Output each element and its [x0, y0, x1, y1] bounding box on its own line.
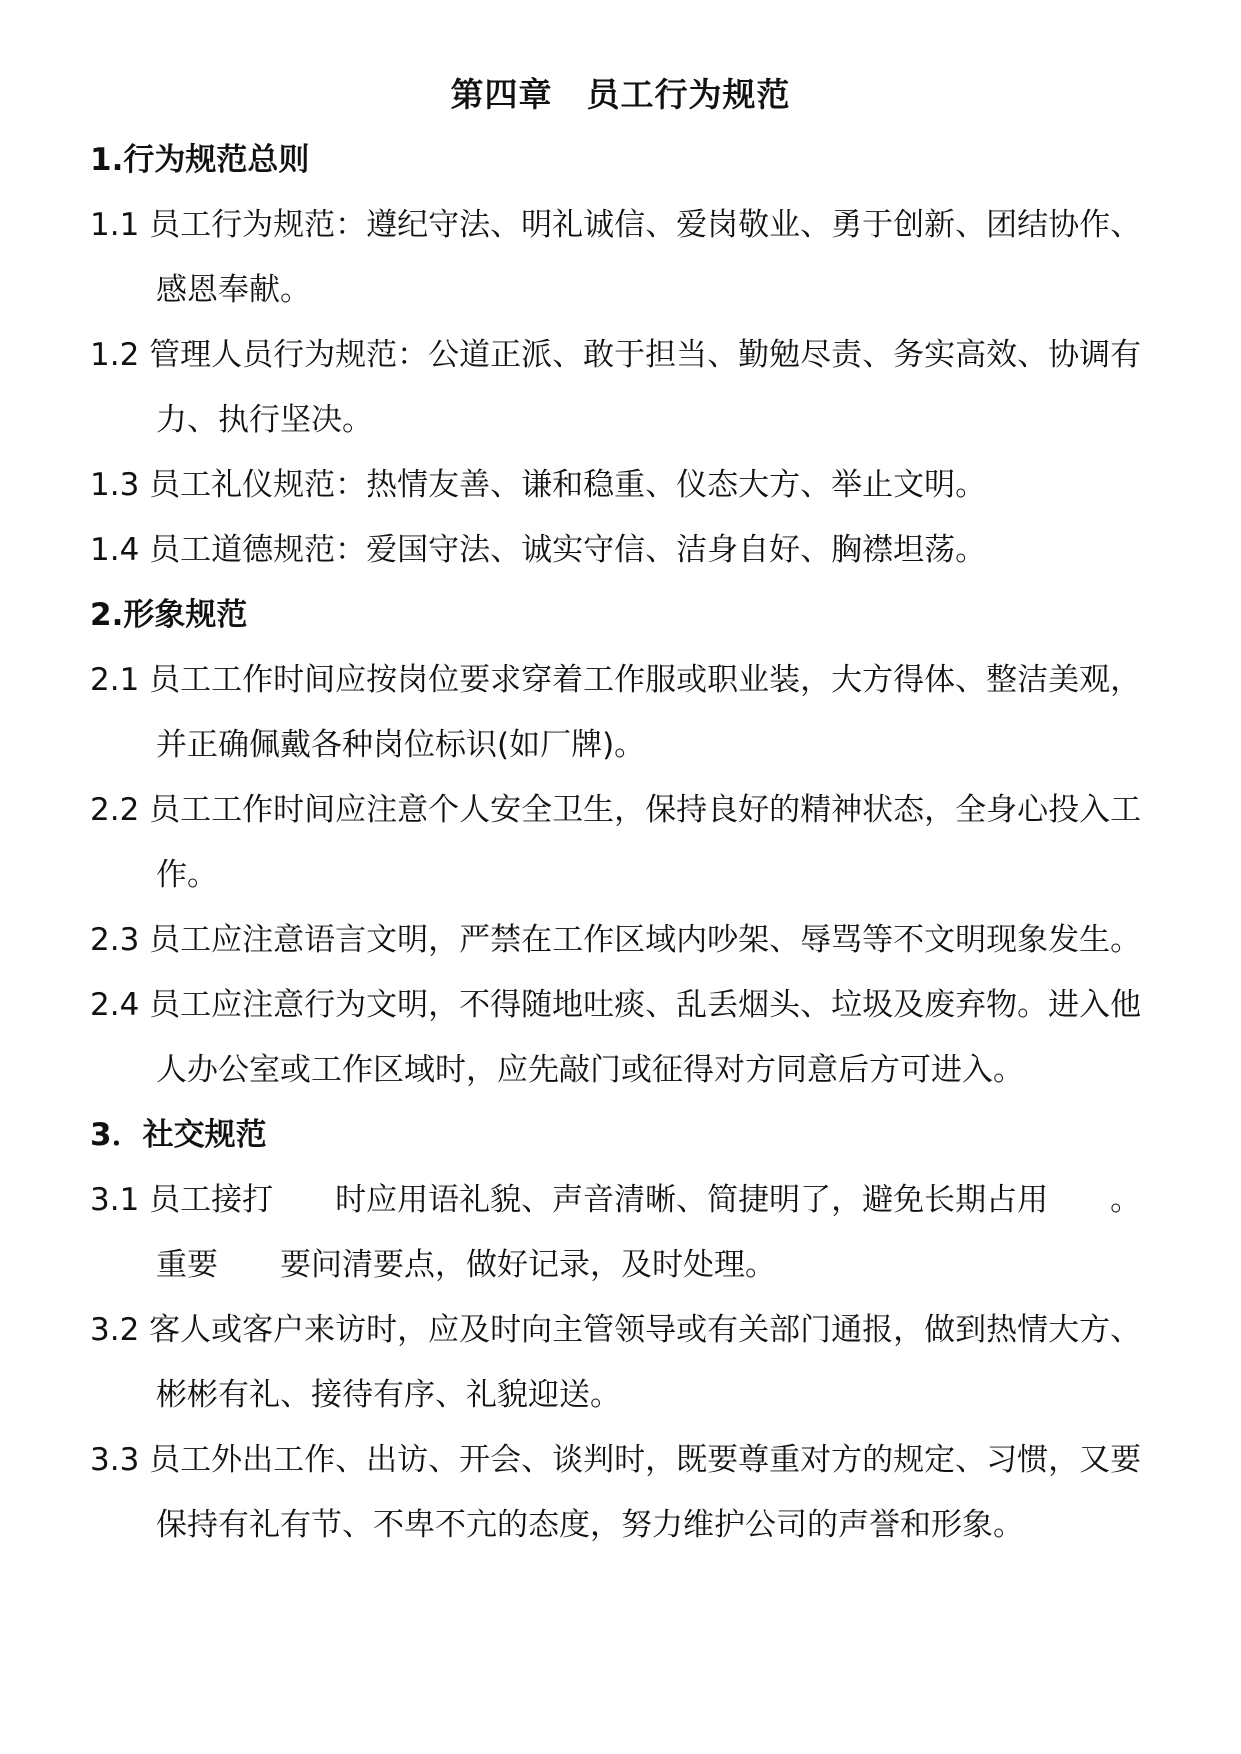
- section-heading-2: 2.形象规范: [90, 597, 248, 633]
- section-heading-3: 3．社交规范: [90, 1117, 267, 1153]
- list-item-2-2: [90, 778, 1151, 908]
- item-text: 员工礼仪规范：热情友善、谦和稳重、仪态大方、举止文明。: [149, 467, 987, 503]
- item-number: 2.2: [90, 792, 140, 828]
- list-item-1-3: [90, 453, 1151, 518]
- list-item-2-4: [90, 973, 1151, 1103]
- item-number: 1.3: [90, 467, 140, 503]
- list-item-3-3: [90, 1428, 1151, 1558]
- item-text: 员工工作时间应按岗位要求穿着工作服或职业装，大方得体、整洁美观，并正确佩戴各种岗位标识(如厂牌)。: [149, 662, 1142, 763]
- item-text: 员工外出工作、出访、开会、谈判时，既要尊重对方的规定、习惯，又要保持有礼有节、不卑不亢的态度，努力维护公司的声誉和形象。: [149, 1442, 1142, 1543]
- item-number: 3.3: [90, 1442, 140, 1478]
- list-item-2-3: [90, 908, 1151, 973]
- item-number: 1.2: [90, 337, 140, 373]
- item-text: 员工接打 时应用语礼貌、声音清晰、简捷明了，避免长期占用 。重要 要问清要点，做好记录，及时处理。: [149, 1182, 1142, 1283]
- item-number: 1.1: [90, 207, 140, 243]
- item-text: 员工工作时间应注意个人安全卫生，保持良好的精神状态，全身心投入工作。: [149, 792, 1142, 893]
- item-number: 3.1: [90, 1182, 140, 1218]
- list-item-2-1: [90, 648, 1151, 778]
- item-text: 员工应注意语言文明，严禁在工作区域内吵架、辱骂等不文明现象发生。: [149, 922, 1142, 958]
- list-item-3-1: [90, 1168, 1151, 1298]
- item-number: 2.1: [90, 662, 140, 698]
- item-text: 员工道德规范：爱国守法、诚实守信、洁身自好、胸襟坦荡。: [149, 532, 987, 568]
- item-text: 员工行为规范：遵纪守法、明礼诚信、爱岗敬业、勇于创新、团结协作、感恩奉献。: [149, 207, 1142, 308]
- list-item-1-1: [90, 193, 1151, 323]
- item-number: 1.4: [90, 532, 140, 568]
- list-item-3-2: [90, 1298, 1151, 1428]
- item-text: 客人或客户来访时，应及时向主管领导或有关部门通报，做到热情大方、彬彬有礼、接待有序、礼貌迎送。: [149, 1312, 1142, 1413]
- item-text: 员工应注意行为文明，不得随地吐痰、乱丢烟头、垃圾及废弃物。进入他人办公室或工作区域时，应先敲门或征得对方同意后方可进入。: [149, 987, 1142, 1088]
- chapter-title: 第四章 员工行为规范: [450, 75, 791, 114]
- item-text: 管理人员行为规范：公道正派、敢于担当、勤勉尽责、务实高效、协调有力、执行坚决。: [149, 337, 1142, 438]
- item-number: 2.3: [90, 922, 140, 958]
- section-heading-1: 1.行为规范总则: [90, 142, 310, 178]
- list-item-1-2: [90, 323, 1151, 453]
- list-item-1-4: [90, 518, 1151, 583]
- item-number: 3.2: [90, 1312, 140, 1348]
- item-number: 2.4: [90, 987, 140, 1023]
